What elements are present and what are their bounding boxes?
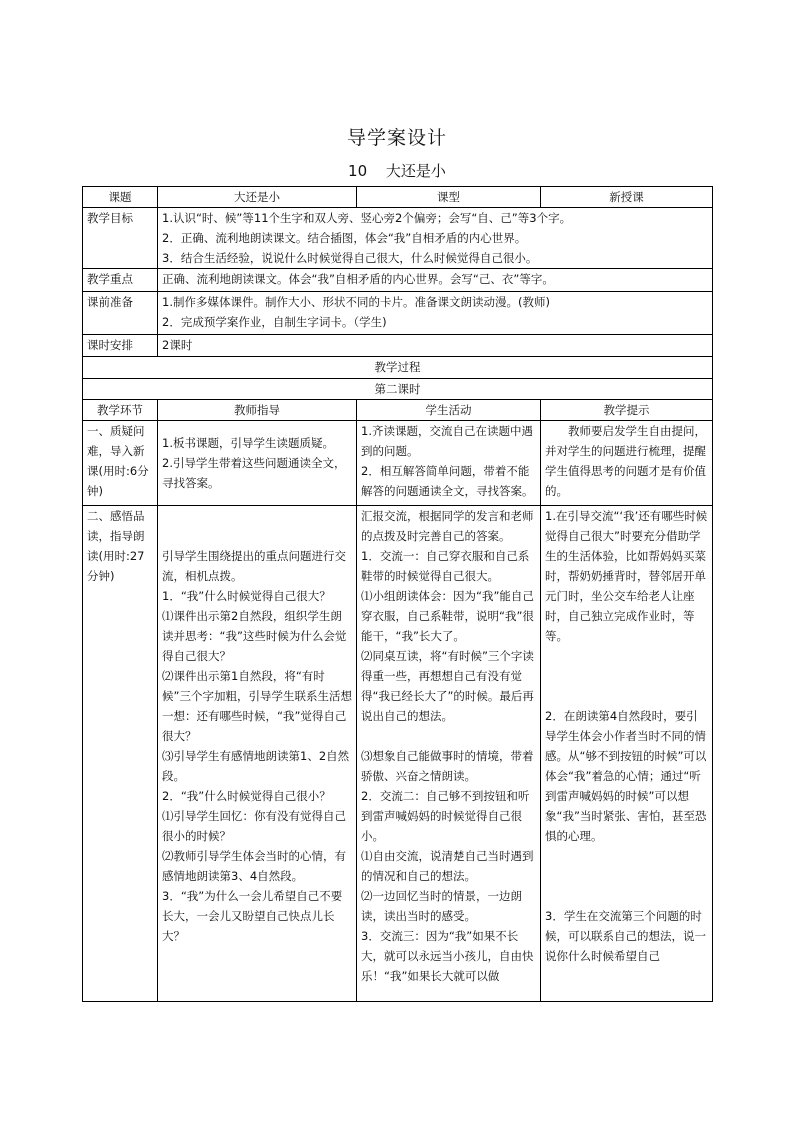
spacer [545,886,708,906]
teacher-item: ⑵课件出示第1自然段，将“有时候”三个字加粗，引导学生联系生活想一想：还有哪些时候，“我”觉得自己很大？ [162,669,352,743]
stage-1-tip [541,421,713,506]
column-header: 教学环节 [83,400,158,421]
teacher-item: 引导学生围绕提出的重点问题进行交流，相机点拨。 [162,549,346,583]
row-goals [83,208,713,269]
teacher-item: 1．“我”什么时候觉得自己很大？ [162,589,331,603]
row-process-header [83,357,713,379]
teacher-item: 1.板书课题，引导学生读题质疑。 [162,436,334,450]
type-label: 课型 [357,187,541,208]
tip-item: 1.在引导交流“‘我’还有哪些时候觉得自己很大”时要充分借助学生的生活体验，比如帮妈妈买菜时，帮奶奶捶背时，替邻居开单元门时，坐公交车给老人让座时，自己独立完成作业时，等等。 [545,509,708,643]
teacher-item: 2.引导学生带着这些问题通读全文，寻找答案。 [162,456,346,490]
column-header: 教师指导 [158,400,357,421]
student-item: 1．交流一：自己穿衣服和自己系鞋带的时候觉得自己很大。 [361,549,530,583]
teacher-item: 3．“我”为什么一会儿希望自己不要长大，一会儿又盼望自己快点儿长大？ [162,889,343,943]
row-period-header [83,379,713,400]
row-stage-1 [83,421,713,506]
key-points-text: 正确、流利地朗读课文。体会“我”自相矛盾的内心世界。会写“己、衣”等字。 [158,269,713,292]
topic-label: 课题 [83,187,158,208]
student-item: 3．交流三：因为“我”如果不长大，就可以永远当小孩儿，自由快乐！“我”如果长大就可以做 [361,929,534,983]
stage-1-student [357,421,541,506]
row-stage-2 [83,506,713,1002]
column-header: 教学提示 [541,400,713,421]
preparation-label: 课前准备 [83,292,158,335]
process-header: 教学过程 [83,357,713,379]
student-item: ⑶想象自己能做事时的情境，带着骄傲、兴奋之情朗读。 [361,749,534,783]
stage-1-name: 一、质疑问难，导入新课(用时:6分钟) [83,421,158,506]
goals-content [158,208,713,269]
teacher-item: ⑶引导学生有感情地朗读第1、2自然段。 [162,749,350,783]
stage-1-teacher [158,421,357,506]
column-header: 学生活动 [357,400,541,421]
spacer [545,666,708,686]
row-schedule [83,335,713,357]
stage-2-tips [541,506,713,1002]
lesson-plan-table [82,186,713,1002]
row-column-headers [83,400,713,421]
student-item: ⑴自由交流，说清楚自己当时遇到的情况和自己的想法。 [361,849,534,883]
student-item: 1.齐读课题，交流自己在读题中遇到的问题。 [361,424,533,458]
preparation-content [158,292,713,335]
type-value: 新授课 [541,187,713,208]
student-item: ⑴小组朗读体会：因为“我”能自己穿衣服，自己系鞋带，说明“我”很能干，“我”长大了。 [361,589,534,643]
tip-item: 教师要启发学生自由提问，并对学生的问题进行梳理，提醒学生值得思考的问题才是有价值的。 [545,424,706,498]
spacer [545,686,708,706]
schedule-value: 2课时 [158,335,713,357]
spacer [545,846,708,866]
student-item: 2．相互解答简单问题，带着不能解答的问题通读全文，寻找答案。 [361,464,534,498]
row-topic [83,187,713,208]
preparation-item: 1.制作多媒体课件。制作大小、形状不同的卡片。准备课文朗读动漫。(教师) [162,295,550,309]
stage-2-name: 二、感悟品读，指导朗读(用时:27分钟) [83,506,158,1002]
goal-item: 1.认识“时、候”等11个生字和双人旁、竖心旁2个偏旁；会写“自、己”等3个字。 [162,211,572,225]
goals-label: 教学目标 [83,208,158,269]
lesson-heading [0,160,794,181]
document-title: 导学案设计 [346,127,447,149]
teacher-item: ⑴引导学生回忆：你有没有觉得自己很小的时候？ [162,809,346,843]
lesson-number: 10 [348,162,368,180]
student-item: 汇报交流，根据同学的发言和老师的点拨及时完善自己的答案。 [361,509,534,543]
row-key-points [83,269,713,292]
tip-item: 2．在朗读第4自然段时，要引导学生体会小作者当时不同的情感。从“够不到按钮的时候”可以体会“我”着急的心情；通过“听到雷声喊妈妈的时候”可以想象“我”当时紧张、害怕，甚至恐惧的心理。 [545,709,707,843]
topic-value: 大还是小 [158,187,357,208]
goal-item: 2．正确、流利地朗读课文。结合插图，体会“我”自相矛盾的内心世界。 [162,231,527,245]
lesson-title: 大还是小 [385,162,446,180]
spacer [162,506,352,526]
goal-item: 3．结合生活经验，说说什么时候觉得自己很大，什么时候觉得自己很小。 [162,251,538,265]
stage-2-teacher [158,506,357,1002]
student-item: ⑵一边回忆当时的情景，一边朗读，读出当时的感受。 [361,889,522,923]
spacer [361,726,536,746]
student-item: 2．交流二：自己够不到按钮和听到雷声喊妈妈的时候觉得自己很小。 [361,789,530,843]
spacer [545,866,708,886]
tip-item: 3．学生在交流第三个问题的时候，可以联系自己的想法，说一说你什么时候希望自己 [545,909,706,963]
period-header: 第二课时 [83,379,713,400]
student-item: ⑵同桌互读，将“有时候”三个字读得重一些，再想想自己有没有觉得“我已经长大了”的时候。最后再说出自己的想法。 [361,649,534,723]
stage-2-student [357,506,541,1002]
schedule-label: 课时安排 [83,335,158,357]
spacer [162,526,352,546]
teacher-item: 2．“我”什么时候觉得自己很小？ [162,789,331,803]
row-preparation [83,292,713,335]
preparation-item: 2．完成预学案作业，自制生字词卡。（学生) [162,315,387,329]
teacher-item: ⑴课件出示第2自然段，组织学生朗读并思考：“我”这些时候为什么会觉得自己很大？ [162,609,347,663]
key-points-label: 教学重点 [83,269,158,292]
spacer [545,646,708,666]
teacher-item: ⑵教师引导学生体会当时的心情，有感情地朗读第3、4自然段。 [162,849,346,883]
